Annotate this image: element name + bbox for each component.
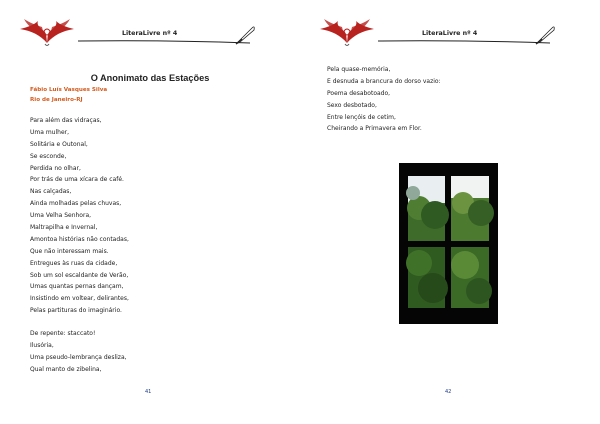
window-pane [406, 176, 449, 241]
poem-line: E desnuda a brancura do dorso vazio: [327, 77, 441, 85]
header-divider [78, 38, 250, 46]
poem-stanza-1 [30, 115, 129, 317]
poem-line: Entre lençóis de cetim, [327, 113, 396, 121]
poem-line: Entregues às ruas da cidade, [30, 259, 118, 267]
poem-line: Por trás de uma xícara de café. [30, 176, 124, 184]
poem-stanza-2 [30, 328, 127, 376]
poem-line: Insistindo em voltear, delirantes, [30, 295, 129, 303]
poem-line: Pelas partituras do imaginário. [30, 307, 122, 315]
right-page [300, 0, 600, 424]
page-number: 41 [145, 389, 152, 395]
poem-line: Cheirando a Primavera em Flor. [327, 125, 422, 133]
article-title: O Anonimato das Estações [90, 73, 210, 83]
quill-pen-icon [534, 24, 556, 46]
poem-line: Poema desabotoado, [327, 89, 391, 97]
poem-stanza-3 [327, 64, 441, 135]
magazine-header-title: LiteraLivre nº 4 [122, 30, 178, 37]
window-pane [406, 247, 448, 308]
poem-line: Solitária e Outonal, [30, 140, 88, 148]
poem-line: Ilusória, [30, 341, 54, 349]
poem-line: Maltrapilha e Invernal, [30, 224, 98, 232]
poem-line: Pela quase-memória, [327, 66, 391, 73]
poem-line: Que não interessam mais. [30, 247, 109, 255]
poem-line: Ainda molhadas pelas chuvas, [30, 200, 122, 208]
window-pane [451, 176, 494, 241]
winged-logo-icon [18, 13, 76, 47]
winged-logo-icon [318, 13, 376, 47]
poem-line: Qual manto de zibelina, [30, 365, 102, 373]
header-divider [378, 38, 550, 46]
window-pane [451, 247, 492, 308]
poem-line: Umas quantas pernas dançam, [30, 283, 124, 291]
quill-pen-icon [234, 24, 256, 46]
poem-line: Uma mulher, [30, 128, 70, 136]
page-number: 42 [445, 389, 452, 395]
poem-line: Para além das vidraças, [30, 117, 102, 124]
poem-line: Se esconde, [30, 152, 67, 160]
poem-line: Perdida no olhar, [30, 164, 81, 172]
poem-line: Amontoa histórias não contadas, [30, 235, 129, 243]
poem-line: Uma pseudo-lembrança desliza, [30, 353, 127, 361]
poem-line: Sexo desbotado, [327, 101, 377, 109]
poem-line: De repente: staccato! [30, 330, 96, 337]
author-place: Rio de Janeiro-RJ [30, 97, 83, 103]
magazine-header-title: LiteraLivre nº 4 [422, 30, 478, 37]
poem-line: Sob um sol escaldante de Verão, [30, 271, 129, 279]
poem-line: Uma Velha Senhora, [30, 212, 92, 220]
author-name: Fábio Luís Vasques Silva [30, 87, 108, 93]
poem-line: Nas calçadas, [30, 188, 72, 196]
window-photo [399, 163, 498, 324]
